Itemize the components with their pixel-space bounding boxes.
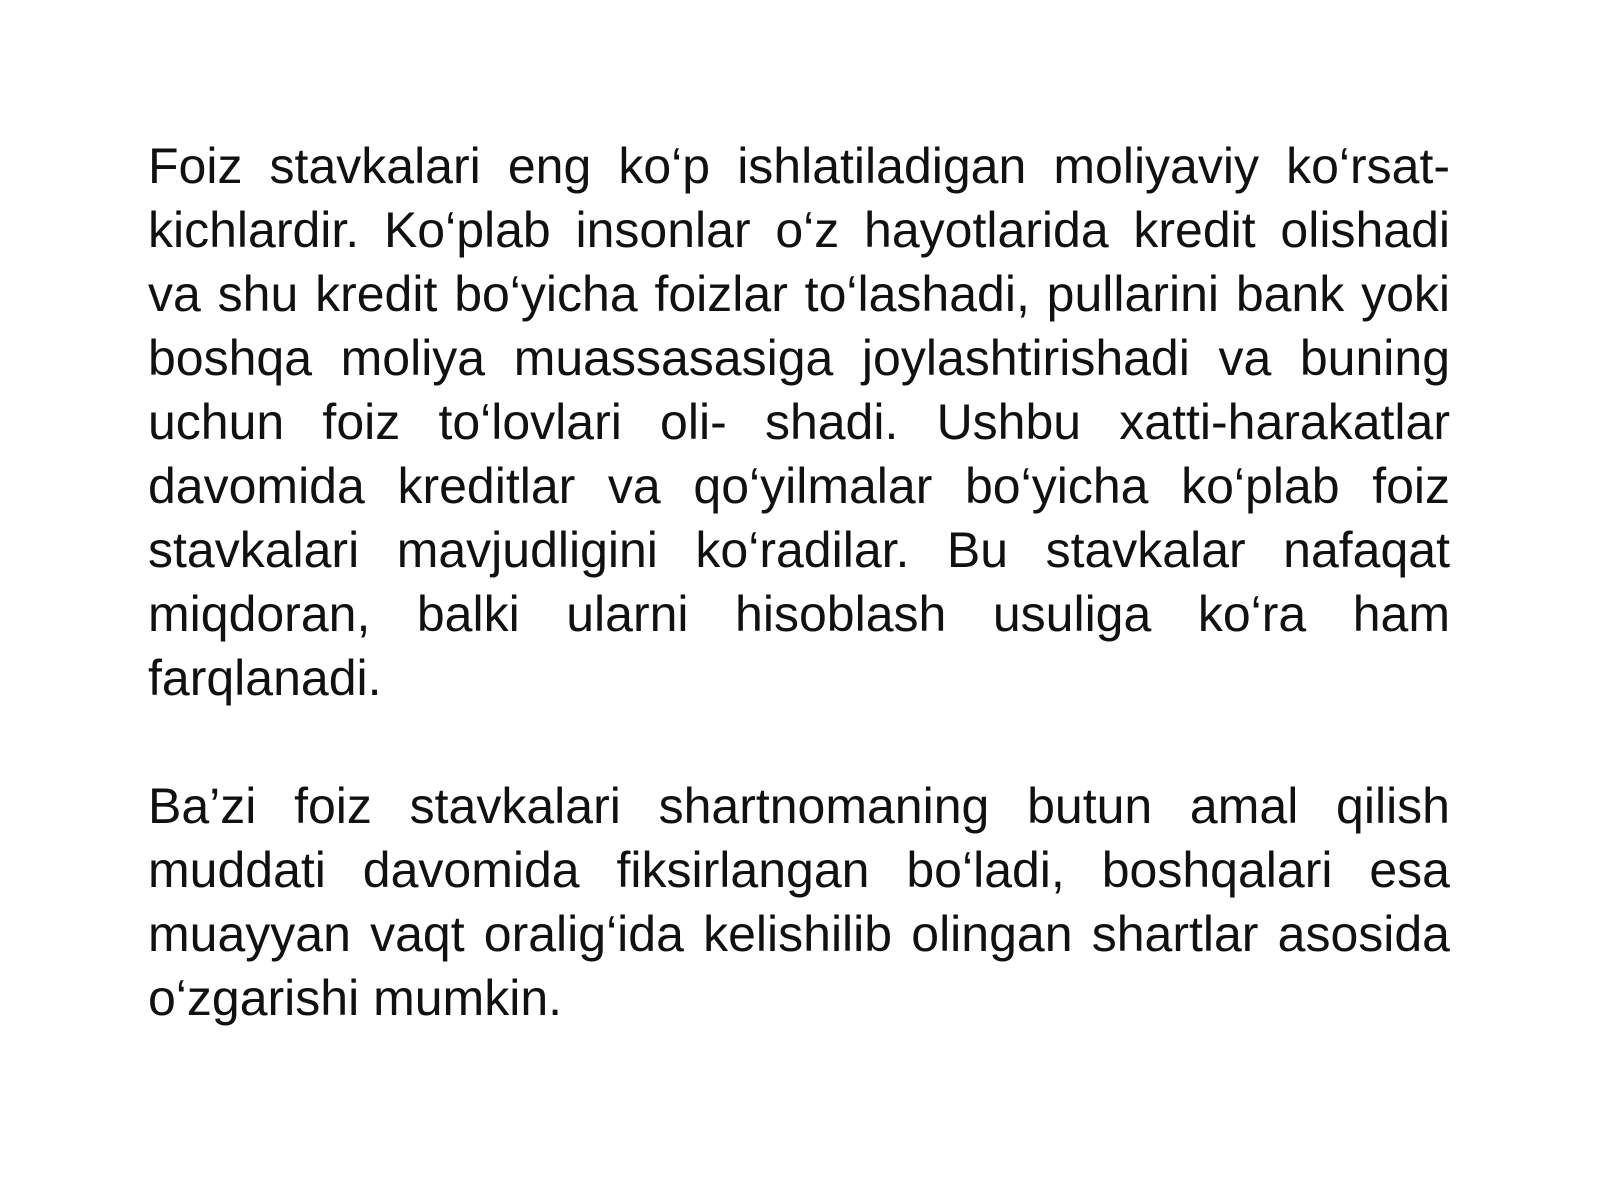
paragraph-fixed-variable-rates: Ba’zi foiz stavkalari shartnomaning butun amal qilish muddati davomida fiksirlangan bo‘ladi, boshqalari esa muayyan vaqt oralig‘ida kelishilib olingan shartlar asosida o‘zgarishi mumkin.: [148, 778, 1450, 1026]
paragraph-interest-rates-intro: Foiz stavkalari eng ko‘p ishlatiladigan moliyaviy ko‘rsat- kichlardir. Ko‘plab insonlar o‘z hayotlarida kredit olishadi va shu kredit bo‘yicha foizlar to‘lashadi, pullarini bank yoki boshqa moliya muassasasiga joylashtirishadi va buning uchun foiz to‘lovlari oli- shadi. Ushbu xatti-harakatlar davomida kreditlar va qo‘yilmalar bo‘yicha ko‘plab foiz stavkalari mavjudligini ko‘radilar. Bu stavkalar nafaqat miqdoran, balki ularni hisoblash usuliga ko‘ra ham farqlanadi.: [148, 138, 1450, 706]
body-text-block: [148, 134, 1450, 1030]
